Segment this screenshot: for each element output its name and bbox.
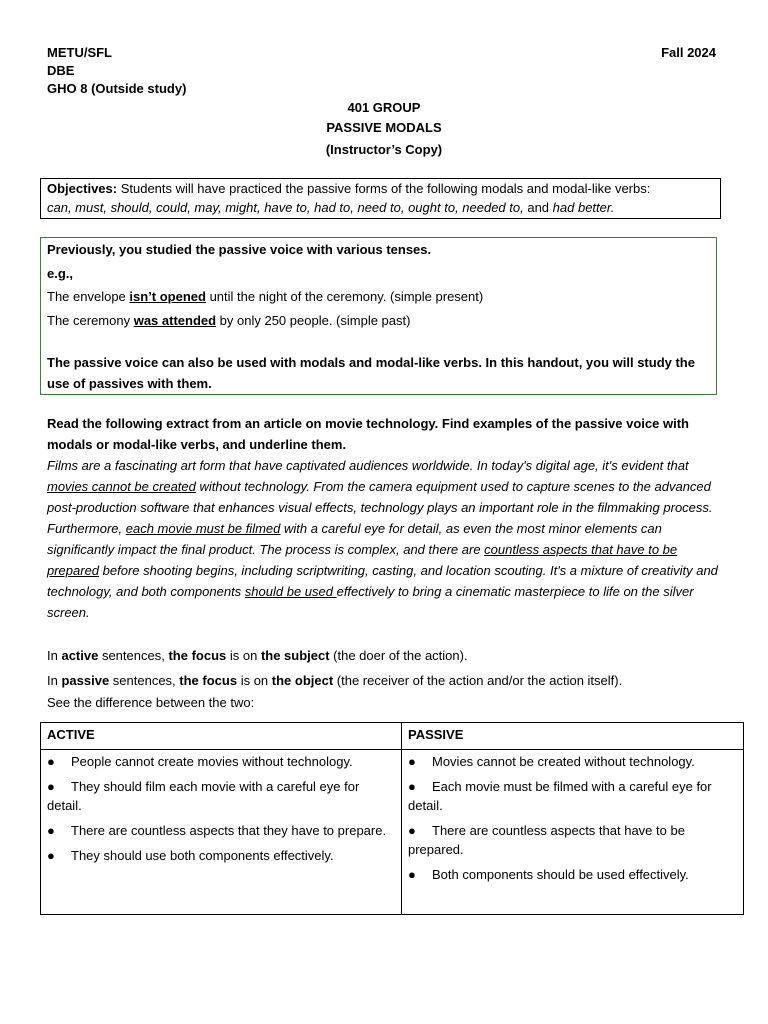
copy-title: (Instructor’s Copy)	[325, 142, 443, 157]
bullet-icon: ●	[408, 779, 416, 794]
list-item	[408, 865, 737, 884]
article-underline-1: movies cannot be created	[47, 479, 196, 494]
passive-explanation	[47, 668, 727, 693]
table-header-row	[41, 723, 744, 750]
passive-example: Movies cannot be created without technology.	[432, 754, 695, 769]
objectives-last-modal: had better.	[552, 200, 615, 215]
article-underline-3: countless aspects that have to be prepared	[47, 542, 678, 578]
term-subject: the subject	[260, 648, 330, 663]
passive-examples-cell	[402, 750, 744, 915]
example-2-verb: was attended	[133, 312, 217, 328]
text-fragment: (the receiver of the action and/or the action itself).	[333, 673, 623, 688]
article-part-4: before shooting begins, including scriptwriting, casting, and location scouting. It's a mixture of creativity and technology, and both components	[47, 563, 718, 599]
article-underline-4: should be used	[244, 584, 337, 599]
reading-instruction: Read the following extract from an article on movie technology. Find examples of the passive voice with modals or modal-like verbs, and underline them.	[47, 416, 689, 452]
passive-column-header: PASSIVE	[402, 723, 744, 750]
previous-heading: Previously, you studied the passive voice with various tenses.	[47, 242, 432, 257]
list-item	[408, 821, 737, 859]
objectives-box	[40, 178, 721, 219]
bullet-icon: ●	[47, 754, 55, 769]
text-fragment: is on	[226, 648, 261, 663]
list-item	[47, 821, 395, 840]
bullet-icon: ●	[47, 779, 55, 794]
term-focus: the focus	[168, 648, 227, 663]
bullet-icon: ●	[408, 867, 416, 882]
list-item	[408, 777, 737, 815]
list-item	[47, 777, 395, 815]
example-1-verb: isn’t opened	[129, 289, 206, 304]
passive-example: Each movie must be filmed with a careful eye for detail.	[408, 779, 712, 813]
article-extract	[47, 455, 727, 623]
comparison-table	[40, 722, 744, 915]
bullet-icon: ●	[47, 848, 55, 863]
term-passive: passive	[61, 673, 110, 688]
article-part-3: with a careful eye for detail, as even the most minor elements can significantly impact the final product. The process is complex, and there are	[47, 521, 662, 557]
example-2-start: The ceremony	[47, 312, 134, 328]
article-part-2: without technology. From the camera equipment used to capture scenes to the advanced post-production software that enhances visual effects, technology plays an important role in the filmmaking process. Furthermore,	[47, 479, 713, 536]
text-fragment: In	[47, 673, 62, 688]
title-block	[0, 98, 768, 160]
article-part-5: effectively to bring a cinematic masterpiece to life on the silver screen.	[47, 584, 694, 620]
text-fragment: In	[47, 648, 62, 663]
example-2-end: by only 250 people. (simple past)	[216, 312, 411, 328]
previous-note: The passive voice can also be used with modals and modal-like verbs. In this handout, you will study the use of passives with them.	[47, 355, 695, 391]
objectives-text: Students will have practiced the passive forms of the following modals and modal-like verbs:	[117, 181, 651, 196]
passive-example: Both components should be used effectively.	[432, 867, 689, 882]
reading-section	[47, 413, 727, 623]
text-fragment: is on	[237, 673, 272, 688]
example-1-start: The envelope	[47, 289, 130, 304]
previous-study-box	[40, 237, 717, 395]
active-example: They should use both components effectively.	[71, 848, 334, 863]
bullet-icon: ●	[408, 754, 416, 769]
example-sentence-2	[47, 309, 710, 333]
text-fragment: (the doer of the action).	[329, 648, 468, 663]
objectives-modal-list: can, must, should, could, may, might, have to, had to, need to, ought to, needed to,	[47, 200, 524, 215]
objectives-label: Objectives:	[47, 181, 118, 196]
objectives-and: and	[523, 200, 553, 215]
active-examples-cell	[41, 750, 402, 915]
list-item	[47, 752, 395, 771]
active-column-header: ACTIVE	[41, 723, 402, 750]
passive-example: There are countless aspects that have to be prepared.	[408, 823, 685, 857]
list-item	[47, 846, 395, 865]
example-sentence-1	[47, 285, 710, 309]
term-active: active	[61, 648, 99, 663]
article-underline-2: each movie must be filmed	[125, 521, 281, 536]
bullet-icon: ●	[47, 823, 55, 838]
bullet-icon: ●	[408, 823, 416, 838]
previous-eg: e.g.,	[47, 265, 74, 281]
table-row	[41, 750, 744, 915]
active-example: There are countless aspects that they have to prepare.	[71, 823, 387, 838]
header-left	[47, 44, 186, 98]
active-explanation	[47, 643, 727, 668]
topic-title: PASSIVE MODALS	[326, 120, 442, 135]
text-fragment: sentences,	[109, 673, 180, 688]
article-part-1: Films are a fascinating art form that have captivated audiences worldwide. In today's digital age, it's evident that	[47, 458, 689, 473]
header-term: Fall 2024	[661, 45, 716, 60]
explanation-section	[47, 643, 727, 713]
term-object: the object	[271, 673, 334, 688]
text-fragment: sentences,	[98, 648, 169, 663]
group-title: 401 GROUP	[347, 100, 421, 115]
header-department: DBE	[47, 63, 75, 78]
difference-intro: See the difference between the two:	[47, 695, 255, 710]
list-item	[408, 752, 737, 771]
term-focus: the focus	[179, 673, 238, 688]
active-example: They should film each movie with a careful eye for detail.	[47, 779, 360, 813]
example-1-end: until the night of the ceremony. (simple present)	[205, 289, 484, 304]
header-institution: METU/SFL	[47, 45, 112, 60]
active-example: People cannot create movies without technology.	[71, 754, 353, 769]
header-handout: GHO 8 (Outside study)	[47, 81, 187, 96]
